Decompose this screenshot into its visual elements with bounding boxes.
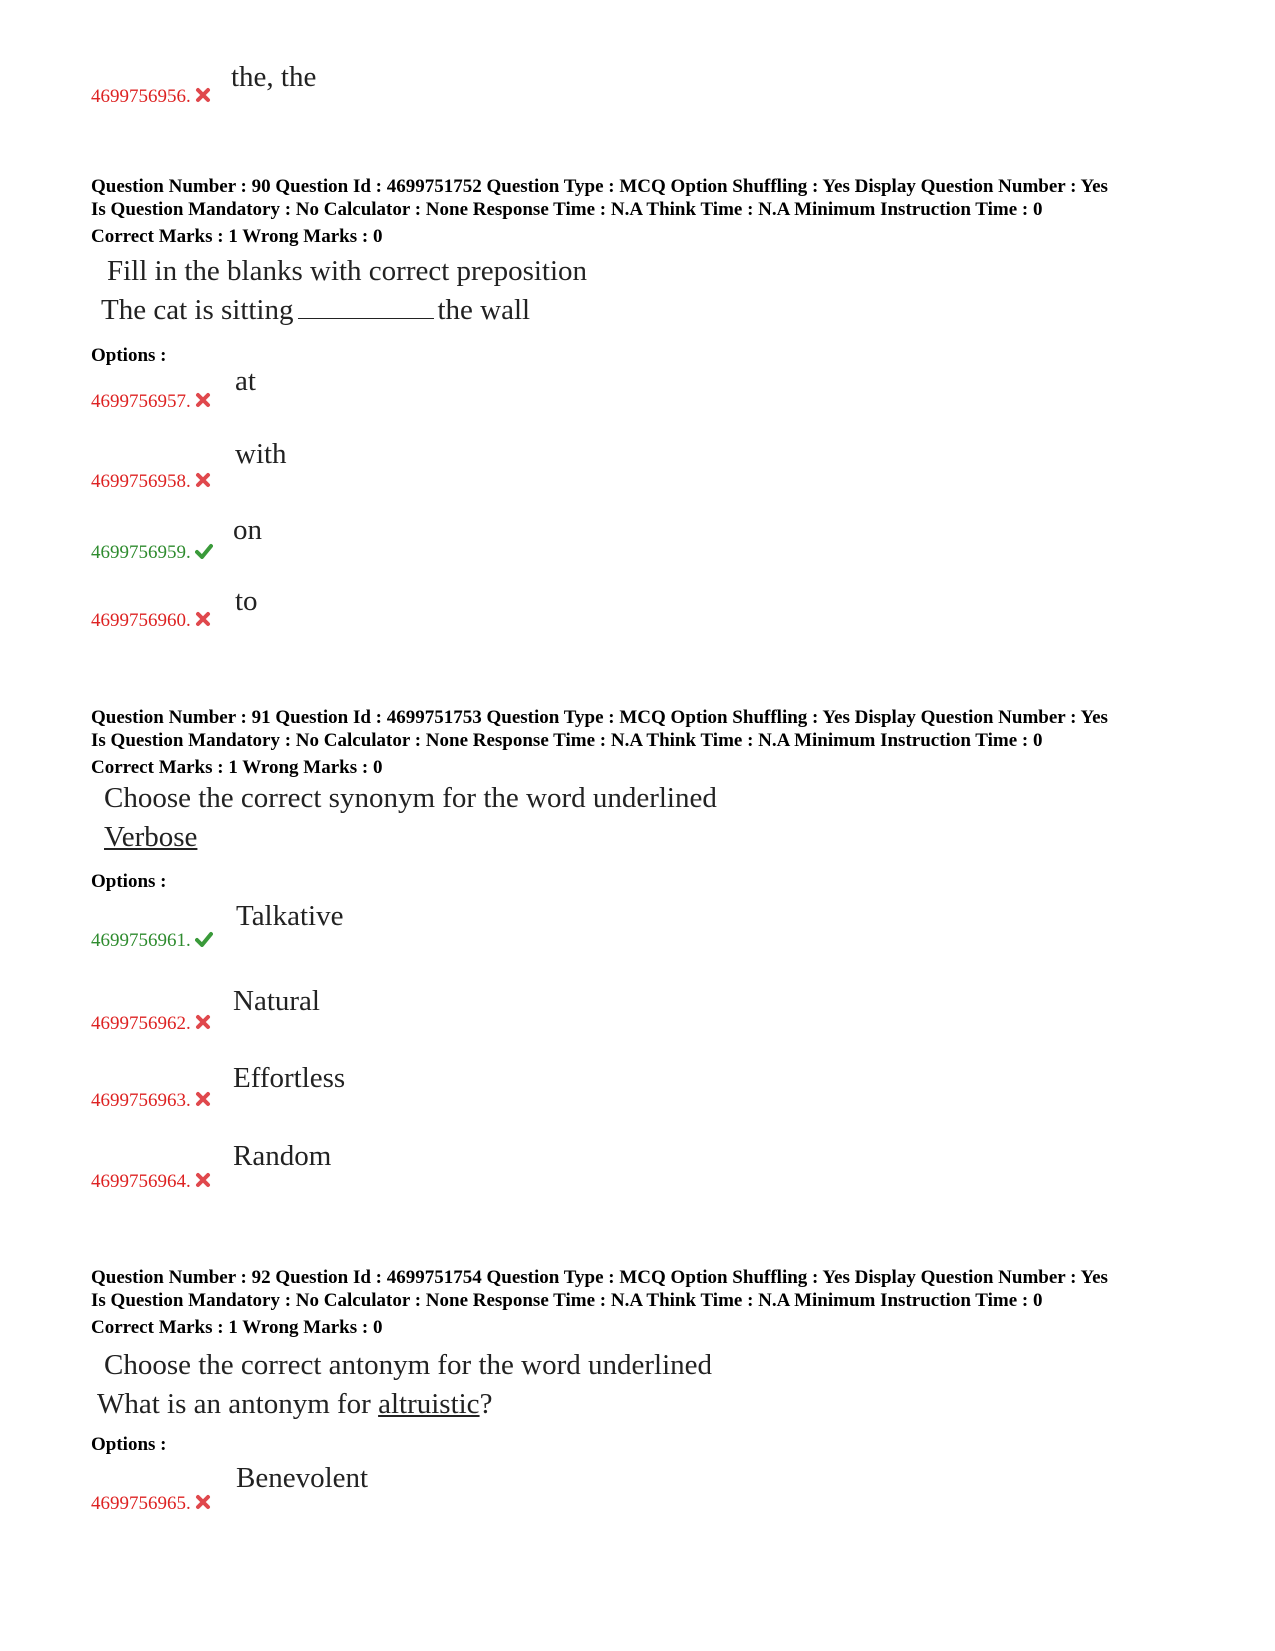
question-meta-line1: Question Number : 92 Question Id : 4699751754 Question Type : MCQ Option Shuffling : Yes Display Question Number : Yes (91, 1267, 1108, 1288)
option-text: at (235, 365, 256, 397)
option-id: 4699756963. (91, 1090, 211, 1112)
question-text: Choose the correct synonym for the word underlined (104, 782, 717, 814)
question-marks: Correct Marks : 1 Wrong Marks : 0 (91, 1317, 383, 1338)
options-label: Options : (91, 871, 167, 892)
option-text: Natural (233, 985, 320, 1017)
option-text: Talkative (236, 900, 344, 932)
underlined-word: Verbose (104, 821, 198, 853)
cross-icon (195, 1172, 211, 1188)
cross-icon (195, 87, 211, 103)
underlined-word: altruistic (378, 1388, 480, 1420)
options-label: Options : (91, 1434, 167, 1455)
option-id: 4699756958. (91, 471, 211, 493)
option-id: 4699756964. (91, 1171, 211, 1193)
option-id: 4699756956. (91, 86, 211, 108)
options-label: Options : (91, 345, 167, 366)
cross-icon (195, 472, 211, 488)
cross-icon (195, 611, 211, 627)
question-meta-line1: Question Number : 90 Question Id : 4699751752 Question Type : MCQ Option Shuffling : Yes Display Question Number : Yes (91, 176, 1108, 197)
question-text-line2: What is an antonym for altruistic? (97, 1388, 493, 1420)
cross-icon (195, 1014, 211, 1030)
question-meta-line2: Is Question Mandatory : No Calculator : None Response Time : N.A Think Time : N.A Minimum Instruction Time : 0 (91, 199, 1043, 220)
option-text: Random (233, 1140, 332, 1172)
check-icon (195, 931, 211, 947)
blank-line (298, 296, 434, 319)
option-id: 4699756961. (91, 930, 211, 952)
option-id: 4699756957. (91, 391, 211, 413)
option-text: Benevolent (236, 1462, 369, 1494)
check-icon (195, 543, 211, 559)
option-text: Effortless (233, 1062, 346, 1094)
cross-icon (195, 392, 211, 408)
question-marks: Correct Marks : 1 Wrong Marks : 0 (91, 226, 383, 247)
question-meta-line2: Is Question Mandatory : No Calculator : None Response Time : N.A Think Time : N.A Minimum Instruction Time : 0 (91, 1290, 1043, 1311)
question-meta-line1: Question Number : 91 Question Id : 4699751753 Question Type : MCQ Option Shuffling : Yes Display Question Number : Yes (91, 707, 1108, 728)
question-text: Choose the correct antonym for the word underlined (104, 1349, 713, 1381)
question-text: Fill in the blanks with correct preposition (107, 255, 588, 287)
cross-icon (195, 1091, 211, 1107)
option-id: 4699756959. (91, 542, 211, 564)
option-id: 4699756965. (91, 1493, 211, 1515)
option-text: with (235, 438, 287, 470)
option-text: on (233, 514, 262, 546)
question-marks: Correct Marks : 1 Wrong Marks : 0 (91, 757, 383, 778)
option-text: to (235, 585, 258, 617)
option-id: 4699756960. (91, 610, 211, 632)
option-text: the, the (231, 61, 317, 93)
question-text-line2: The cat is sitting the wall (101, 294, 531, 326)
option-id: 4699756962. (91, 1013, 211, 1035)
cross-icon (195, 1494, 211, 1510)
question-meta-line2: Is Question Mandatory : No Calculator : None Response Time : N.A Think Time : N.A Minimum Instruction Time : 0 (91, 730, 1043, 751)
